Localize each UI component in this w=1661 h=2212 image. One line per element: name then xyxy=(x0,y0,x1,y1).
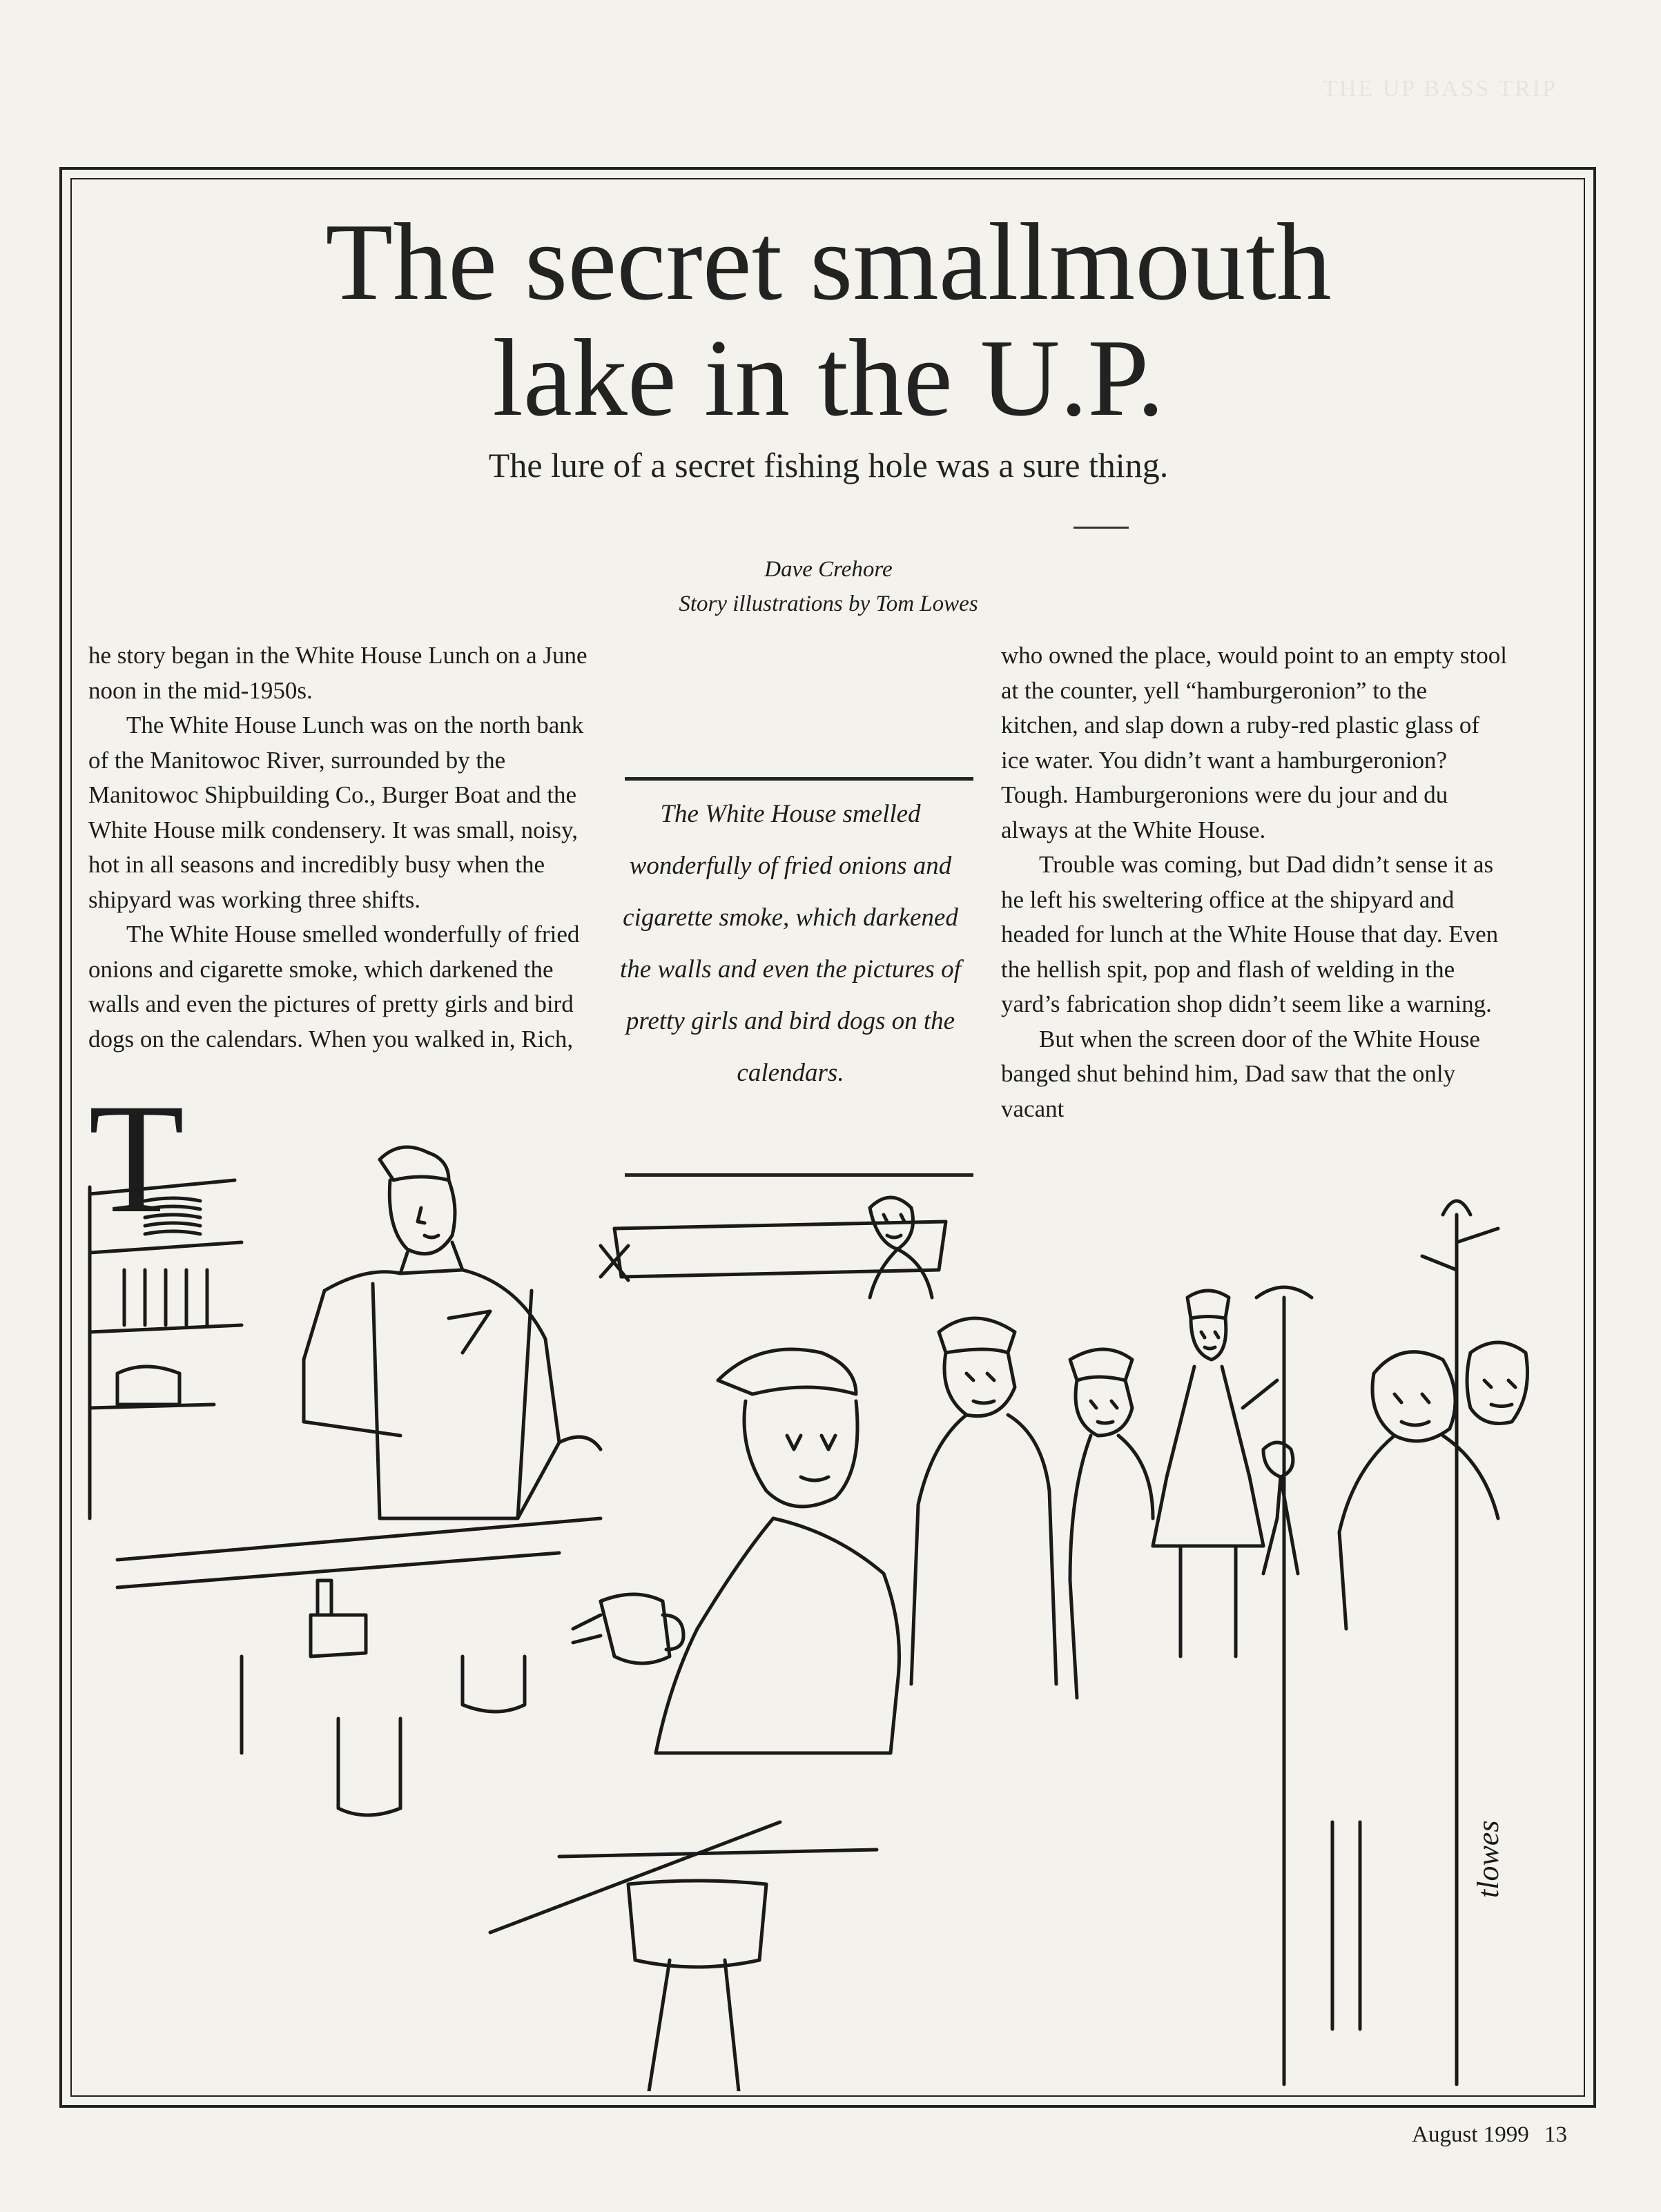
drop-cap: T xyxy=(88,1071,185,1246)
pullquote-text: The White House smelled wonderfully of fried onions and cigarette smoke, which darkened the walls and even the pictures of pretty girls and bird dogs on the calendars. xyxy=(620,800,961,1087)
deck-rule xyxy=(1074,527,1129,529)
folio-date: August 1999 xyxy=(1412,2122,1529,2147)
pullquote xyxy=(604,773,977,1099)
body-paragraph: But when the screen door of the White House banged shut behind him, Dad saw that the only vacant xyxy=(1001,1025,1480,1122)
shelf-with-plates xyxy=(90,1180,242,1518)
body-paragraph: The White House smelled wonderfully of fried onions and cigarette smoke, which darkened the walls and even the pictures of pretty girls and bird dogs on the calendars. When you walked in, Rich, xyxy=(88,921,580,1053)
running-head-ghost: THE UP BASS TRIP xyxy=(1323,76,1557,101)
waitress-figure xyxy=(1153,1291,1277,1656)
headline xyxy=(110,200,1546,439)
byline xyxy=(483,552,1174,621)
customer-with-cup xyxy=(490,1349,900,2091)
headline-line-2: lake in the U.P. xyxy=(492,316,1165,439)
diner-illustration xyxy=(76,1132,1581,2091)
body-paragraph: who owned the place, would point to an empty stool at the counter, yell “hamburgeronion” to the kitchen, and slap down a ruby-red plastic glass of ice water. You didn’t want a hamburgeronion? Tough. Hamburgeronions were du jour and du always at the White House. xyxy=(1001,642,1507,843)
counter xyxy=(117,1518,601,1815)
artist-signature: tlowes xyxy=(1471,1820,1505,1898)
headline-line-1: The secret smallmouth xyxy=(325,200,1332,323)
deck: The lure of a secret fishing hole was a sure thing. xyxy=(488,446,1169,485)
body-paragraph: he story began in the White House Lunch on a June noon in the mid-1950s. xyxy=(88,642,587,704)
mother-and-child xyxy=(1263,1342,1528,1629)
body-paragraph: Trouble was coming, but Dad didn’t sense it as he left his sweltering office at the shipyard and headed for lunch at the White House that day. Even the hellish spit, pop and flash of welding in the yard’s fabrication shop didn’t seem like a warning. xyxy=(1001,851,1499,1017)
folio xyxy=(1346,2122,1567,2148)
coat-rack xyxy=(1256,1201,1498,2084)
folio-page-number: 13 xyxy=(1544,2122,1567,2147)
waiting-customers xyxy=(870,1197,1153,1698)
byline-author: Dave Crehore xyxy=(764,557,893,582)
body-paragraph: The White House Lunch was on the north bank of the Manitowoc River, surrounded by the Manitowoc Shipbuilding Co., Burger Boat and the White House milk condensery. It was small, noisy, hot in all seasons and incredibly busy when the shipyard was working three shifts. xyxy=(88,712,584,913)
byline-illustrator: Story illustrations by Tom Lowes xyxy=(679,591,978,616)
cook-figure xyxy=(304,1147,601,1518)
